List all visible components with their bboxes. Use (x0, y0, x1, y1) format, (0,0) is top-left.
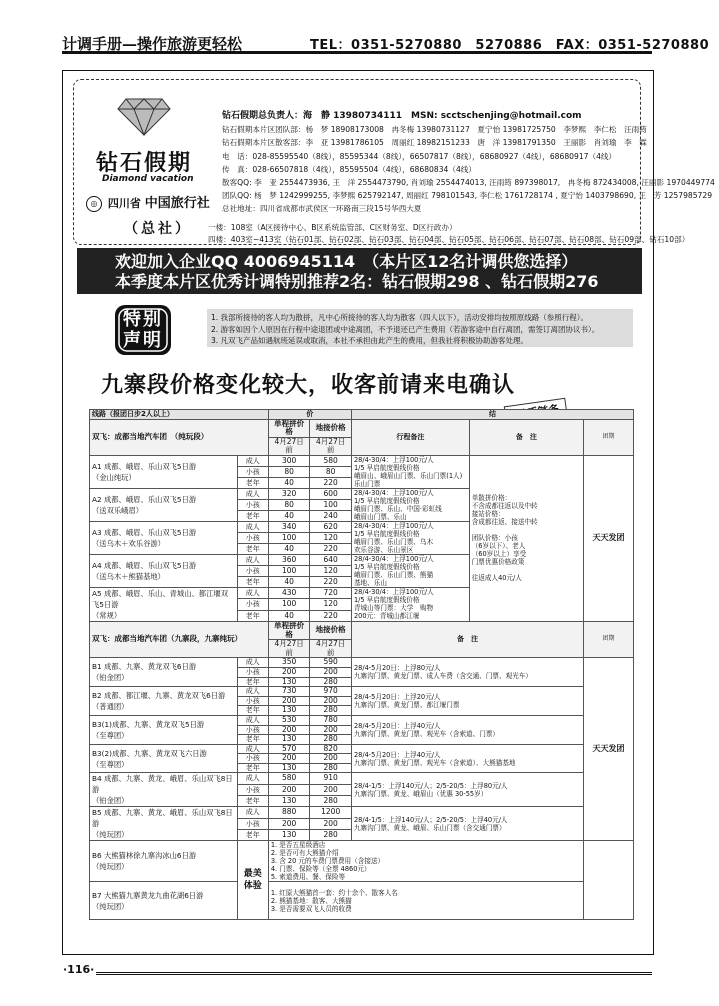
ground-price: 200 (310, 784, 352, 795)
tiyan-blank (584, 841, 634, 920)
price-category: 老年 (237, 610, 268, 621)
col-team-date: 团期 (584, 621, 634, 657)
route-title: B3(2)成都、九寨、黄龙双飞六日游 (92, 748, 207, 758)
col-single-price: 单程拼价格 (268, 419, 310, 437)
ground-price: 970 (310, 687, 352, 697)
date-single: 4月27日前 (268, 437, 310, 455)
ground-price: 620 (310, 521, 352, 532)
date-ground: 4月27日前 (310, 437, 352, 455)
table-row (90, 715, 634, 725)
price-category: 老年 (237, 510, 268, 521)
partner-name: 中国旅行社 (144, 196, 210, 211)
price-category: 小孩 (237, 499, 268, 510)
ground-price: 120 (310, 599, 352, 610)
logo-english: Diamond vacation (102, 174, 194, 184)
ground-price: 280 (310, 677, 352, 687)
table-row (90, 744, 634, 754)
price-category: 小孩 (237, 725, 268, 735)
price-category: 老年 (237, 706, 268, 716)
price-category: 老年 (237, 796, 268, 807)
table-row (90, 773, 634, 784)
route-title: B2 成都、都江堰、九寨、黄龙双飞6日游 (92, 691, 226, 701)
route-title: B5 成都、九寨、黄龙、峨眉、乐山双飞8日游 (92, 808, 233, 829)
col-remark: 备 注 (351, 621, 583, 657)
ground-price: 120 (310, 532, 352, 543)
ground-price: 220 (310, 543, 352, 554)
single-price: 200 (268, 667, 310, 677)
table-row (90, 687, 634, 697)
ground-price: 1200 (310, 807, 352, 818)
tiyan-body (90, 841, 634, 920)
single-price: 40 (268, 543, 310, 554)
section1-title: 双飞：成都当地汽车团 （纯玩段） (90, 419, 269, 455)
route-name (90, 744, 238, 773)
banner-line-2: 本季度本片区优秀计调特别推荐2名：钻石假期298 、钻石假期276 (115, 272, 599, 291)
single-price: 570 (268, 744, 310, 754)
itinerary-note: 28/4-30/4：上浮100元/人 1/5 早启航度假线价格 峨眉门票、乐山、中国·彩虹线 峨眉山门票、乐山 (351, 488, 469, 521)
route-subtitle: （纯玩团） (92, 901, 129, 911)
route-remark: 28/4-5月20日：上浮40元/人 九寨沟门票、黄龙门票、观光车（含索道）、大熊猫基地 (351, 744, 583, 773)
contact-line: 散客QQ: 李 亚 2554473936, 王 洋 2554473790, 肖刘瑜 2554474013, 汪雨筠 897398017, 冉冬梅 872434008, 汪丽影 1970449774 (222, 178, 715, 188)
route-remark: 28/4-5月20日：上浮80元/人 九寨沟门票、黄龙门票、成人车费（含交通、门票、观光车） (351, 658, 583, 687)
ground-price: 280 (310, 735, 352, 745)
itinerary-note: 28/4-30/4：上浮100元/人 1/5 早启航度假线价格 青城山等门票：大学 购物 200元：青城山都江堰 (351, 587, 469, 621)
ground-price: 640 (310, 554, 352, 565)
single-price: 200 (268, 754, 310, 764)
section2-header (90, 621, 634, 639)
date-single: 4月27日前 (268, 640, 310, 658)
contact-line: 总社地址：四川省成都市武侯区一环路南三段15号华西大夏 (222, 204, 422, 214)
single-price: 100 (268, 599, 310, 610)
contact-line: 团队QQ: 杨 梦 1242999255, 李梦熙 625792147, 周丽红 798101543, 李仁松 1761728174 , 夏宁怡 1403798690, 王 芳 1257985729 (222, 191, 713, 201)
route-title: B4 成都、九寨、黄龙、峨眉、乐山双飞8日游 (92, 774, 233, 795)
header-route-line: 线路（报团日步2人以上） (90, 410, 269, 420)
single-price: 40 (268, 576, 310, 587)
route-name (90, 807, 238, 841)
ground-price: 720 (310, 587, 352, 598)
statement-item: 1. 我部所接待的客人均为散拼，凡中心所接待的客人均为散客（四人以下），活动安排均按照原线路（参照行程）。 (211, 313, 589, 322)
route-subtitle: （至尊团） (92, 759, 129, 769)
route-name (90, 658, 238, 687)
ground-price: 600 (310, 488, 352, 499)
single-price: 880 (268, 807, 310, 818)
table-row (90, 455, 634, 466)
contact-line: 传 真：028-66507818（4线），85595504（4线），68680834（4线） (222, 164, 476, 174)
statement-title: 特别声明 (123, 309, 163, 351)
single-price: 40 (268, 477, 310, 488)
ground-price: 220 (310, 610, 352, 621)
route-name (90, 554, 238, 587)
route-name (90, 773, 238, 807)
price-category: 小孩 (237, 696, 268, 706)
table-row (90, 807, 634, 818)
single-price: 360 (268, 554, 310, 565)
diamond-icon (116, 95, 172, 137)
route-title: A2 成都、峨眉、乐山双飞5日游 (92, 494, 197, 504)
price-category: 老年 (237, 477, 268, 488)
price-category: 成人 (237, 744, 268, 754)
col-remark: 备 注 (469, 419, 583, 455)
ground-price: 280 (310, 706, 352, 716)
price-category: 成人 (237, 521, 268, 532)
ground-price: 220 (310, 477, 352, 488)
section2-body (90, 658, 634, 841)
price-category: 老年 (237, 543, 268, 554)
route-name (90, 841, 238, 882)
headquarters-label: （总社） (124, 221, 192, 237)
ground-price: 910 (310, 773, 352, 784)
price-category: 成人 (237, 773, 268, 784)
team-schedule: 天天发团 (584, 658, 634, 841)
route-table (89, 409, 634, 920)
price-category: 小孩 (237, 784, 268, 795)
logo-chinese: 钻石假期 (96, 150, 193, 176)
footer-rule (96, 972, 652, 975)
single-price: 320 (268, 488, 310, 499)
route-subtitle: （送乌木＋欢乐谷游） (92, 538, 165, 548)
price-headline: 九寨段价格变化较大，收客前请来电确认 (101, 373, 516, 398)
ground-price: 220 (310, 576, 352, 587)
single-price: 130 (268, 830, 310, 841)
advert-frame (62, 70, 715, 955)
ground-price: 200 (310, 667, 352, 677)
team-schedule: 天天发团 (584, 455, 634, 621)
price-category: 老年 (237, 677, 268, 687)
route-title: B1 成都、九寨、黄龙双飞6日游 (92, 662, 197, 672)
route-title: B6 大熊猫林徐九寨沟冰山6日游 (92, 851, 197, 861)
tiyan-notes: 1. 是否五星级酒店 2. 是否可有大熊猫介绍 3. 含 20 元的车费门票费用（含接送） 4. 门票、保险等（全票 4860元） 5. 索道费用、餐、保险等 (268, 841, 583, 882)
single-price: 40 (268, 610, 310, 621)
route-remark: 28/4-1/5：上浮140元/人；2/5-20/5：上浮40元/人 九寨沟门票、黄龙、峨眉、乐山门票（含交通门票） (351, 807, 583, 841)
col-itinerary-note: 行程备注 (351, 419, 469, 455)
branch-line: 四楼：403室~413室（钻石01部、钻石02部、钻石03部、钻石04部、钻石05部、钻石06部、钻石07部、钻石08部、钻石09部、钻石10部） (208, 235, 690, 244)
contact-list (222, 110, 715, 216)
partner-logo (86, 192, 210, 212)
ground-price: 80 (310, 466, 352, 477)
price-category: 老年 (237, 735, 268, 745)
contact-line: 钻石假期总负责人：海 静 13980734111 MSN: scctschenjing@hotmail.com (222, 111, 582, 121)
route-subtitle: （普通团） (92, 702, 129, 712)
ground-price: 820 (310, 744, 352, 754)
single-price: 200 (268, 696, 310, 706)
tiyan-notes: 1. 红原大熊猫首一套：约十余个、散客人名 2. 熊猫基地：散客、大熊猫 3. 是否需要双飞人员的收费 (268, 882, 583, 920)
single-price: 730 (268, 687, 310, 697)
price-category: 老年 (237, 830, 268, 841)
qq-banner (77, 248, 642, 294)
price-category: 老年 (237, 763, 268, 773)
statement-item: 3. 凡双飞产品如遇航班延误或取消，本社不承担由此产生的费用，但我社将积极协助游客处理。 (211, 336, 529, 345)
page-header (62, 30, 710, 54)
table-row (90, 658, 634, 668)
route-subtitle: （纯玩团） (92, 862, 129, 872)
ground-price: 280 (310, 830, 352, 841)
single-price: 200 (268, 725, 310, 735)
page-number: ·116· (63, 963, 95, 976)
single-price: 130 (268, 763, 310, 773)
price-category: 成人 (237, 587, 268, 598)
contact-line: 钻石假期本片区团队部：杨 梦 18908173008 冉冬梅 13980731127 夏宁怡 13981725750 李梦熙 李仁松 汪雨筠 (222, 125, 647, 135)
route-remark: 28/4-1/5：上浮140元/人；2/5-20/5：上浮80元/人 九寨沟门票、黄龙、峨眉山（优惠 30-55岁） (351, 773, 583, 807)
partner-prefix: 四川省 (107, 197, 141, 210)
date-ground: 4月27日前 (310, 640, 352, 658)
ground-price: 590 (310, 658, 352, 668)
route-remark: 28/4-5月20日：上浮40元/人 九寨沟门票、黄龙门票、观光车（含索道、门票） (351, 715, 583, 744)
route-name (90, 587, 238, 621)
route-title: A1 成都、峨眉、乐山双飞5日游 (92, 461, 197, 471)
price-category: 老年 (237, 576, 268, 587)
header-quality-label: 结 (351, 410, 633, 420)
table-row (90, 882, 634, 920)
price-category: 成人 (237, 658, 268, 668)
route-name (90, 455, 238, 488)
statement-item: 2. 游客如因个人原因在行程中途退团或中途离团，不予退还已产生费用（若游客途中自行离团，需签订离团协议书）。 (211, 324, 600, 334)
ground-price: 280 (310, 796, 352, 807)
price-category: 小孩 (237, 754, 268, 764)
route-subtitle: （送乌木＋熊猫基地） (92, 571, 165, 581)
single-price: 130 (268, 677, 310, 687)
itinerary-note: 28/4-30/4：上浮100元/人 1/5 早启航度假线价格 峨眉门票、乐山门票、乌木 欢乐谷游、乐山景区 (351, 521, 469, 554)
statement-list (211, 312, 633, 347)
single-price: 580 (268, 773, 310, 784)
ground-price: 200 (310, 754, 352, 764)
contact-line: 电 话：028-85595540（8线），85595344（8线），66507817（8线），68680927（4线），68680917（4线） (222, 151, 617, 161)
itinerary-note: 28/4-30/4：上浮100元/人 1/5 早启航度假线价格 峨眉门票、乐山门票、熊猫 基地、乐山 (351, 554, 469, 587)
tiyan-label: 最美体验 (237, 841, 268, 920)
route-name (90, 687, 238, 716)
route-subtitle: （送双乐峨眉） (92, 505, 144, 515)
single-price: 130 (268, 706, 310, 716)
ground-price: 200 (310, 725, 352, 735)
price-category: 成人 (237, 687, 268, 697)
price-category: 成人 (237, 455, 268, 466)
single-price: 80 (268, 499, 310, 510)
header-contact: TEL：0351-5270880 5270886 FAX：0351-5270880 (310, 38, 710, 53)
single-price: 530 (268, 715, 310, 725)
single-price: 40 (268, 510, 310, 521)
ground-price: 580 (310, 455, 352, 466)
company-box (73, 79, 715, 245)
single-price: 130 (268, 735, 310, 745)
price-category: 小孩 (237, 818, 268, 829)
col-team-date: 团期 (584, 419, 634, 455)
route-title: A5 成都、峨眉、乐山、青城山、都江堰双飞5日游 (92, 588, 228, 609)
contact-line: 钻石假期本片区散客部：李 亚 13981786105 周丽红 18982151233 唐 洋 13981791350 王丽影 肖刘瑜 李 霖 (222, 138, 647, 148)
price-category: 成人 (237, 488, 268, 499)
banner-line-1: 欢迎加入企业QQ 4006945114 （本片区12名计调供您选择） (115, 252, 578, 271)
ground-price: 200 (310, 818, 352, 829)
route-subtitle: （铂金团） (92, 796, 129, 806)
single-price: 100 (268, 565, 310, 576)
header-title: 计调手册—操作旅游更轻松 (62, 35, 243, 53)
price-category: 小孩 (237, 565, 268, 576)
single-price: 200 (268, 784, 310, 795)
route-title: B3(1)成都、九寨、黄龙双飞5日游 (92, 719, 205, 729)
section2-title: 双飞：成都当地汽车团（九寨段，九寨纯玩） (90, 621, 269, 657)
route-title: A4 成都、峨眉、乐山双飞5日游 (92, 560, 197, 570)
ground-price: 200 (310, 696, 352, 706)
price-category: 小孩 (237, 599, 268, 610)
single-price: 340 (268, 521, 310, 532)
route-name (90, 882, 238, 920)
ground-price: 780 (310, 715, 352, 725)
col-ground-price: 地接价格 (310, 419, 352, 437)
single-price: 200 (268, 818, 310, 829)
cts-emblem-icon: ◎ (86, 196, 102, 212)
route-subtitle: （纯玩团） (92, 830, 129, 840)
route-subtitle: （金山纯玩） (92, 472, 136, 482)
single-price: 130 (268, 796, 310, 807)
branch-list (208, 222, 690, 246)
route-name (90, 715, 238, 744)
route-remark: 28/4-5月20日：上浮20元/人 九寨沟门票、黄龙门票、都江堰门票 (351, 687, 583, 716)
route-subtitle: （至尊团） (92, 730, 129, 740)
price-category: 成人 (237, 554, 268, 565)
single-price: 350 (268, 658, 310, 668)
price-category: 成人 (237, 807, 268, 818)
single-price: 300 (268, 455, 310, 466)
route-title: B7 大熊猫九寨黄龙九曲花湖6日游 (92, 890, 204, 900)
ground-price: 240 (310, 510, 352, 521)
price-category: 小孩 (237, 466, 268, 477)
section1-body (90, 455, 634, 621)
header-price-label: 价 (268, 410, 351, 420)
table-row (90, 841, 634, 882)
route-title: A3 成都、峨眉、乐山双飞5日游 (92, 527, 197, 537)
route-subtitle: （常规） (92, 610, 122, 620)
price-category: 小孩 (237, 532, 268, 543)
section1-header (90, 419, 634, 437)
branch-line: 一楼：108室（A区接待中心、B区系统监管部、C区财务室、D区行政办） (208, 223, 457, 232)
itinerary-note: 28/4-30/4：上浮100元/人 1/5 早启航度假线价格 峨眉山、峨眉山门票、乐山门票(1人) 乐山门票 (351, 455, 469, 488)
remark-note: 单散拼价格： 不含成都往返以及中转 接站价格： 含成都往返、接送中转 团队价格：小孩 （6岁以下）、老人 （60岁以上）享受 门票优惠价格政策 往返成人40元/人 (469, 455, 583, 621)
col-single-price: 单程拼价格 (268, 621, 310, 639)
ground-price: 100 (310, 499, 352, 510)
single-price: 80 (268, 466, 310, 477)
ground-price: 280 (310, 763, 352, 773)
statement-badge (113, 301, 173, 359)
ground-price: 120 (310, 565, 352, 576)
route-subtitle: （铂金团） (92, 673, 129, 683)
single-price: 100 (268, 532, 310, 543)
single-price: 430 (268, 587, 310, 598)
price-category: 小孩 (237, 667, 268, 677)
route-name (90, 488, 238, 521)
price-category: 成人 (237, 715, 268, 725)
table-header-row (90, 410, 634, 420)
col-ground-price: 地接价格 (310, 621, 352, 639)
route-name (90, 521, 238, 554)
